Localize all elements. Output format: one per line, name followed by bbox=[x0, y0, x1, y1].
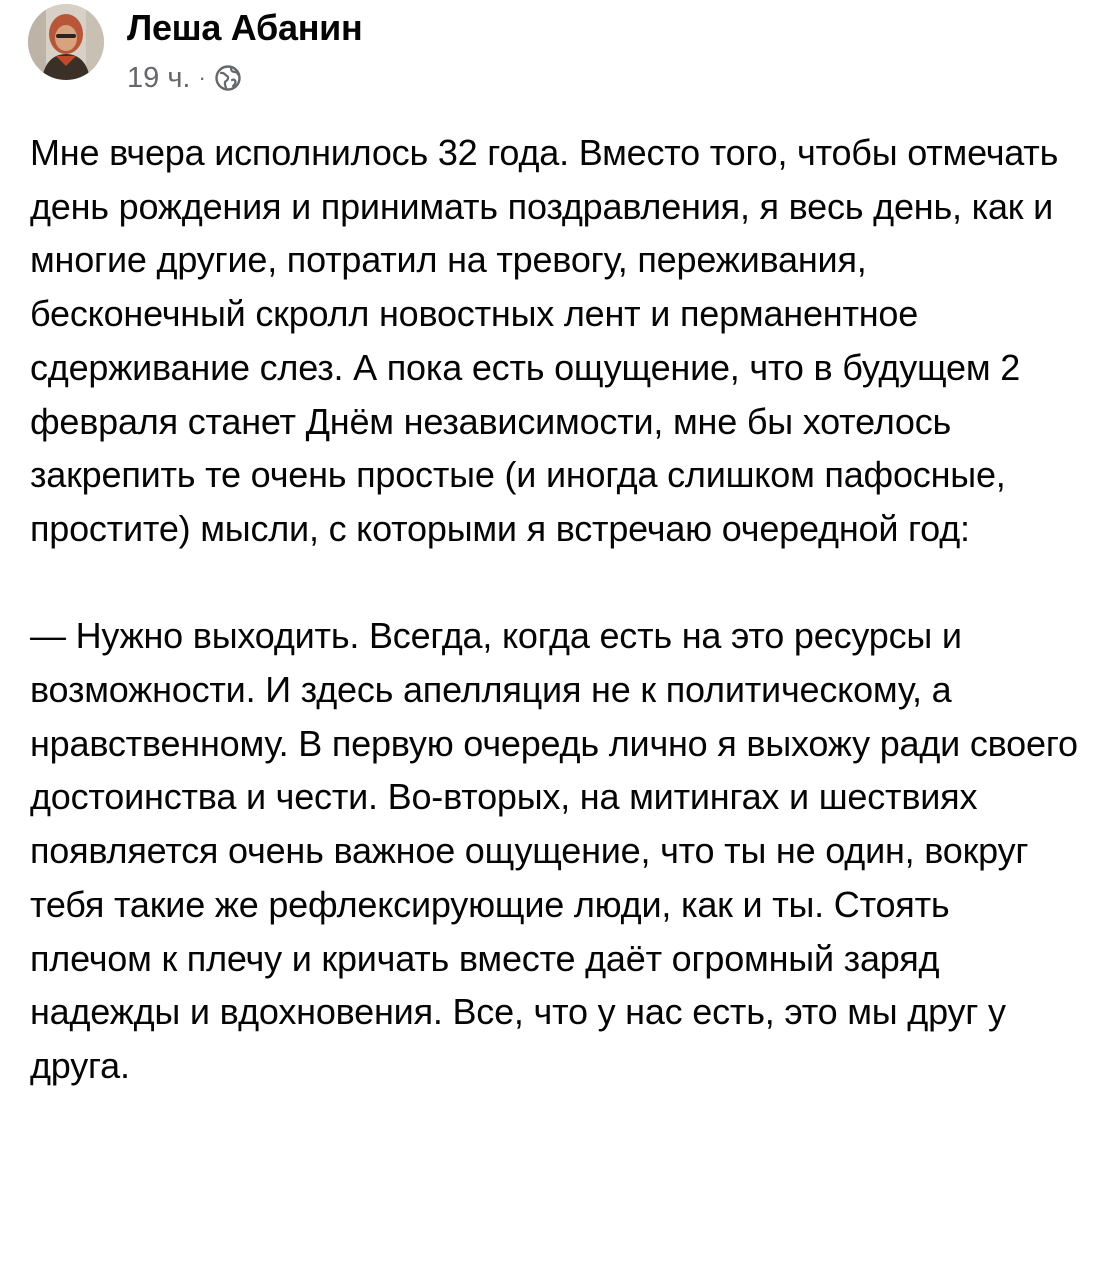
author-name[interactable]: Леша Абанин bbox=[127, 7, 363, 48]
author-avatar[interactable] bbox=[28, 4, 104, 80]
author-block bbox=[127, 4, 362, 94]
post-paragraph-2: — Нужно выходить. Всегда, когда есть на это ресурсы и возможности. И здесь апелляция не к политическому, а нравственному. В первую очередь лично я выхожу ради своего достоинства и чести. Во-вторых, на митингах и шествиях появляется очень важное ощущение, что ты не один, вокруг тебя такие же рефлексирующие люди, как и ты. Стоять плечом к плечу и кричать вместе даёт огромный заряд надежды и вдохновения. Все, что у нас есть, это мы друг у друга. bbox=[30, 615, 1078, 1086]
avatar-photo-icon bbox=[28, 4, 104, 80]
post-meta bbox=[127, 62, 362, 94]
post-paragraph-1: Мне вчера исполнилось 32 года. Вместо того, чтобы отмечать день рождения и принимать поздравления, я весь день, как и многие другие, потратил на тревогу, переживания, бесконечный скролл новостных лент и перманентное сдерживание слез. А пока есть ощущение, что в будущем 2 февраля станет Днём независимости, мне бы хотелось закрепить те очень простые (и иногда слишком пафосные, простите) мысли, с которыми я встречаю очередной год: bbox=[30, 132, 1059, 549]
meta-separator: · bbox=[198, 65, 206, 90]
globe-icon[interactable] bbox=[214, 64, 242, 92]
post-body bbox=[30, 126, 1080, 1093]
paragraph-spacer bbox=[30, 556, 1080, 610]
post-timestamp[interactable]: 19 ч. bbox=[127, 62, 191, 94]
post-header bbox=[28, 4, 363, 94]
